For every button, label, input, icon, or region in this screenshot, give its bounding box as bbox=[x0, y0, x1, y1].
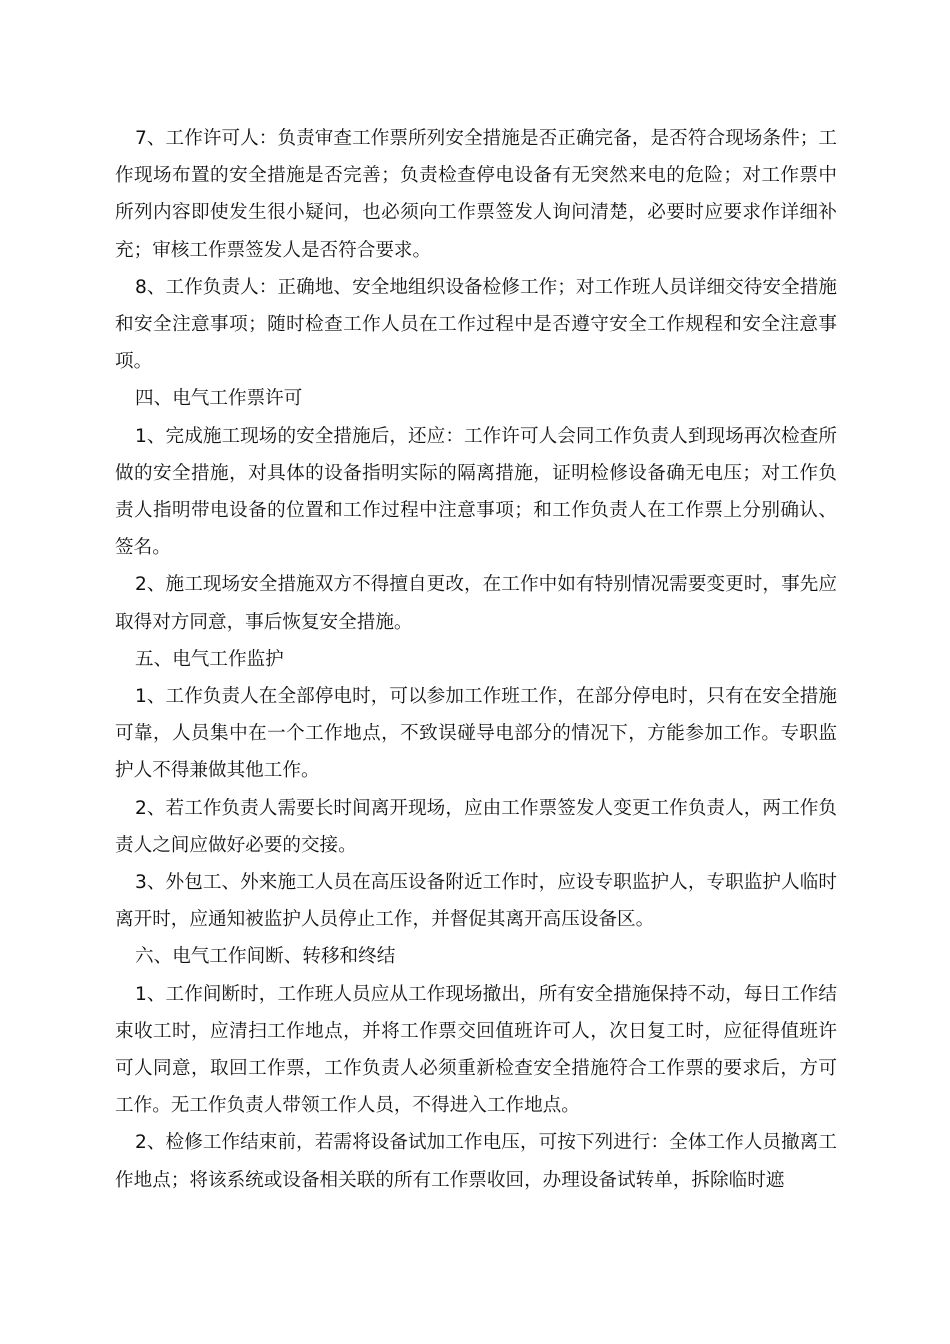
paragraph-supervision-1: 1、工作负责人在全部停电时，可以参加工作班工作，在部分停电时，只有在安全措施可靠，人员集中在一个工作地点，不致误碰导电部分的情况下，方能参加工作。专职监护人不得兼做其他工作。 bbox=[115, 686, 837, 782]
paragraph-work-permitter: 7、工作许可人：负责审查工作票所列安全措施是否正确完备，是否符合现场条件；工作现场布置的安全措施是否完善；负责检查停电设备有无突然来电的危险；对工作票中所列内容即使发生很小疑问，也必须向工作票签发人询问清楚，必要时应要求作详细补充；审核工作票签发人是否符合要求。 bbox=[115, 128, 837, 261]
document-body bbox=[115, 120, 837, 1199]
section-heading-supervision: 五、电气工作监护 bbox=[135, 648, 284, 670]
paragraph-permit-2: 2、施工现场安全措施双方不得擅自更改，在工作中如有特别情况需要变更时，事先应取得对方同意，事后恢复安全措施。 bbox=[115, 574, 837, 633]
paragraph-work-leader: 8、工作负责人：正确地、安全地组织设备检修工作；对工作班人员详细交待安全措施和安全注意事项；随时检查工作人员在工作过程中是否遵守安全工作规程和安全注意事项。 bbox=[115, 276, 837, 373]
paragraph-supervision-2: 2、若工作负责人需要长时间离开现场，应由工作票签发人变更工作负责人，两工作负责人之间应做好必要的交接。 bbox=[115, 797, 837, 856]
paragraph-interruption-1: 1、工作间断时，工作班人员应从工作现场撤出，所有安全措施保持不动，每日工作结束收工时，应清扫工作地点，并将工作票交回值班许可人，次日复工时，应征得值班许可人同意，取回工作票，工作负责人必须重新检查安全措施符合工作票的要求后，方可工作。无工作负责人带领工作人员，不得进入工作地点。 bbox=[115, 983, 837, 1117]
paragraph-permit-1: 1、完成施工现场的安全措施后，还应：工作许可人会同工作负责人到现场再次检查所做的安全措施，对具体的设备指明实际的隔离措施，证明检修设备确无电压；对工作负责人指明带电设备的位置和工作过程中注意事项；和工作负责人在工作票上分别确认、签名。 bbox=[115, 425, 837, 559]
paragraph-interruption-2: 2、检修工作结束前，若需将设备试加工作电压，可按下列进行：全体工作人员撤离工作地点；将该系统或设备相关联的所有工作票收回，办理设备试转单，拆除临时遮 bbox=[115, 1132, 837, 1191]
paragraph-supervision-3: 3、外包工、外来施工人员在高压设备附近工作时，应设专职监护人，专职监护人临时离开时，应通知被监护人员停止工作，并督促其离开高压设备区。 bbox=[115, 872, 837, 931]
section-heading-interruption: 六、电气工作间断、转移和终结 bbox=[135, 946, 396, 968]
section-heading-permit: 四、电气工作票许可 bbox=[135, 388, 303, 410]
